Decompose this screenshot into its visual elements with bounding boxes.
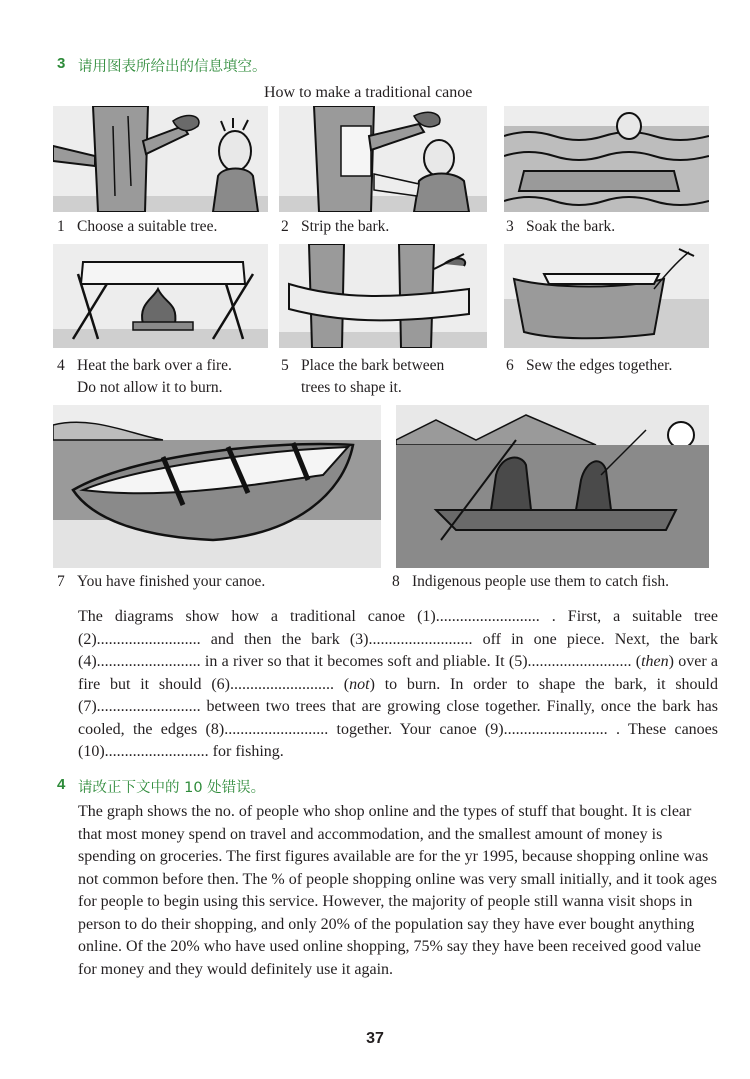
blank-8[interactable]: .......................... [224, 720, 329, 738]
step-6-caption: 6 Sew the edges together. [506, 357, 673, 374]
step-1-caption: 1 Choose a suitable tree. [57, 218, 218, 235]
blank-5[interactable]: .......................... [527, 653, 632, 670]
exercise-3-number: 3 [57, 55, 66, 72]
step-3-caption: 3 Soak the bark. [506, 218, 616, 235]
blank-2[interactable]: .......................... [96, 630, 201, 648]
step-7-illustration [53, 405, 381, 568]
blank-9[interactable]: .......................... [503, 720, 608, 738]
exercise-3-instruction: 请用图表所给出的信息填空。 [78, 59, 267, 75]
blank-6[interactable]: .......................... [230, 675, 334, 693]
step-6-illustration [504, 244, 709, 348]
step-2-caption: 2 Strip the bark. [281, 218, 390, 235]
step-7-caption: 7 You have finished your canoe. [57, 573, 266, 590]
step-4-illustration [53, 244, 268, 348]
blank-4[interactable]: .......................... [96, 653, 201, 670]
step-3-illustration [504, 106, 709, 212]
step-4-caption: 4 Heat the bark over a fire. Do not allow it to burn. [57, 357, 232, 396]
step-8-illustration [396, 405, 709, 568]
blank-3[interactable]: .......................... [368, 630, 473, 648]
step-2-illustration [279, 106, 487, 212]
step-8-caption: 8 Indigenous people use them to catch fish. [392, 573, 669, 590]
page-number: 37 [366, 1030, 384, 1047]
step-5-illustration [279, 244, 487, 348]
error-correction-paragraph: The graph shows the no. of people who shop online and the types of stuff that bought. It is clear that most money spend on travel and accommodation, and the smallest amount of money is spending on groceries. The first figures available are for the yr 1995, because shopping online was not common before then. The % of people shopping online was very small initially, and it took ages for people to begin using this service. However, the majority of people still wanna visit shops in person to do their shopping, and only 20% of the population say they have ever bought anything online. Of the 20% who have used online shopping, 75% say they have been received good value for money and they would definitely use it again. [78, 803, 717, 978]
blank-1[interactable]: .......................... [435, 608, 540, 625]
blank-7[interactable]: .......................... [96, 698, 201, 715]
tree-and-person-illustration [53, 106, 268, 212]
gap-fill-paragraph: The diagrams show how a traditional canoe (1).......................... . First, a suitable tree (2).......................... and then the bark (3).......................... off in one piece. Next, the bark (4).......................... in a river so that it becomes soft and pliable. It (5).......................... (then) over a fire but it should (6).......................... (not) to burn. In order to shape the bark, it should (7).......................... between two trees that are growing close together. Finally, once the bark has cooled, the edges (8).......................... together. Your canoe (9).......................... . These canoes (10).......................... for fishing. [78, 608, 719, 760]
blank-10[interactable]: .......................... [104, 743, 209, 760]
step-5-caption: 5 Place the bark between trees to shape it. [281, 357, 445, 396]
exercise-4-instruction: 请改正下文中的 10 处错误。 [78, 780, 266, 796]
diagram-title: How to make a traditional canoe [264, 84, 473, 101]
exercise-4-number: 4 [57, 776, 66, 793]
step-1-illustration [53, 106, 268, 212]
